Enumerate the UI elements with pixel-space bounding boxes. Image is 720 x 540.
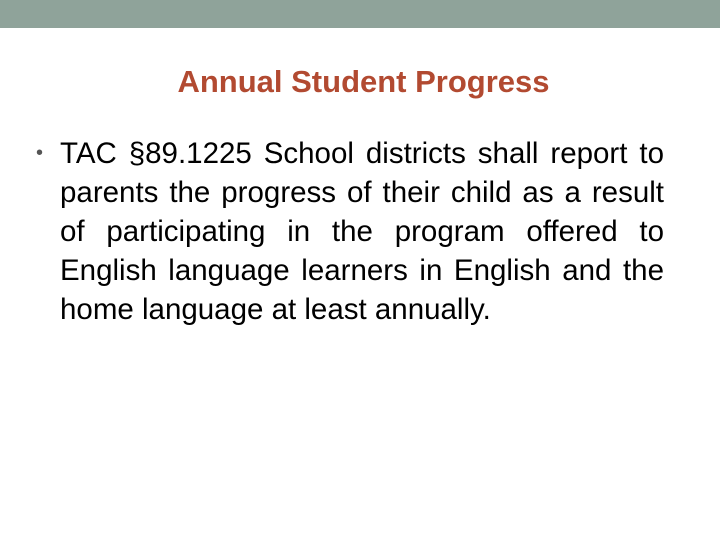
top-accent-bar (0, 0, 720, 28)
bullet-icon: • (36, 142, 44, 164)
bullet-item-text: TAC §89.1225 School districts shall report to parents the progress of their child as a result of participating in the program offered to English language learners in English and the home language at least annually. (60, 137, 664, 326)
slide-title: Annual Student Progress (177, 64, 550, 99)
bullet-list (36, 134, 664, 329)
